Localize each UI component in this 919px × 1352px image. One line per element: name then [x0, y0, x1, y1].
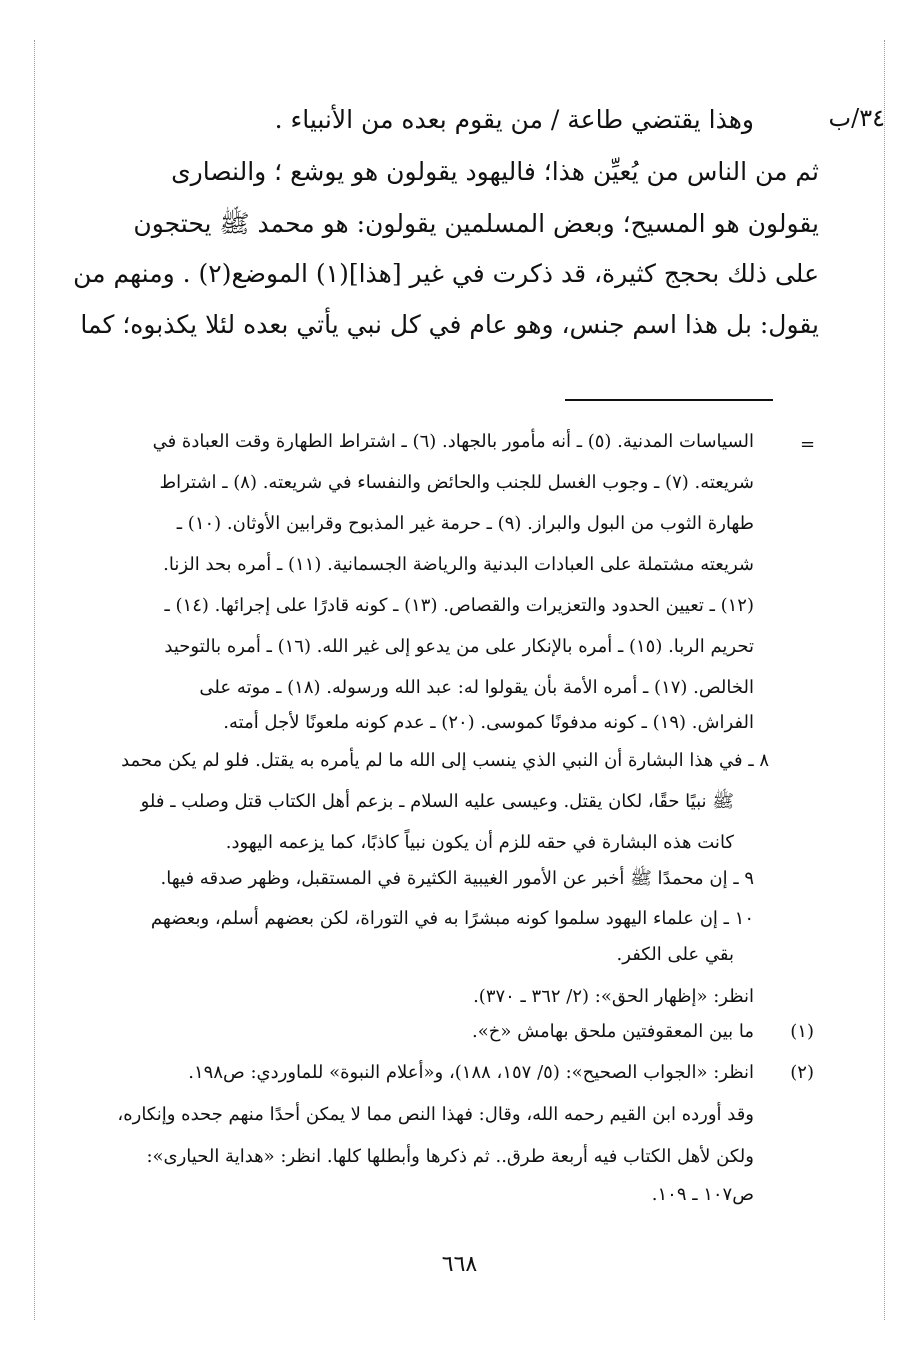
- continuation-mark: =: [800, 434, 816, 455]
- footnote-line: تحريم الربا. (١٥) ـ أمره بالإنكار على من يدعو إلى غير الله. (١٦) ـ أمره بالتوحيد: [164, 636, 754, 657]
- main-text-line-2: ثم من الناس من يُعيِّن هذا؛ فاليهود يقولون هو يوشع ؛ والنصارى: [171, 157, 819, 186]
- footnote-line: ١٠ ـ إن علماء اليهود سلموا كونه مبشرًا به في التوراة، لكن بعضهم أسلم، وبعضهم: [150, 908, 754, 929]
- main-text-line-5: يقول: بل هذا اسم جنس، وهو عام في كل نبي يأتي بعده لئلا يكذبوه؛ كما: [80, 310, 819, 339]
- footnote-2-line-2: وقد أورده ابن القيم رحمه الله، وقال: فهذا النص مما لا يمكن أحدًا منهم جحده وإنكاره،: [117, 1104, 754, 1125]
- footnote-line: الخالص. (١٧) ـ أمره الأمة بأن يقولوا له: عبد الله ورسوله. (١٨) ـ موته على: [199, 677, 754, 698]
- footnote-line: السياسات المدنية. (٥) ـ أنه مأمور بالجهاد. (٦) ـ اشتراط الطهارة وقت العبادة في: [152, 431, 754, 452]
- footnote-line: انظر: «إظهار الحق»: (٢/ ٣٦٢ ـ ٣٧٠).: [473, 986, 754, 1007]
- footnote-line: ﷺ نبيًا حقًا، لكان يقتل. وعيسى عليه السلام ـ بزعم أهل الكتاب قتل وصلب ـ فلو: [140, 791, 734, 812]
- footnote-1-number: (١): [790, 1021, 814, 1042]
- main-text-line-4: على ذلك بحجج كثيرة، قد ذكرت في غير [هذا](١) الموضع(٢) . ومنهم من: [73, 259, 819, 288]
- footnote-line: كانت هذه البشارة في حقه للزم أن يكون نبياً كاذبًا، كما يزعمه اليهود.: [225, 832, 734, 853]
- footnote-line: ٨ ـ في هذا البشارة أن النبي الذي ينسب إلى الله ما لم يأمره به يقتل. فلو لم يكن محمد: [121, 750, 769, 771]
- scan-noise-right: [884, 40, 886, 1320]
- page-number: ٦٦٨: [441, 1252, 478, 1277]
- footnote-2-number: (٢): [790, 1062, 814, 1083]
- footnote-1-text: ما بين المعقوفتين ملحق بهامش «خ».: [471, 1021, 754, 1042]
- footnote-line: شريعته مشتملة على العبادات البدنية والرياضة الجسمانية. (١١) ـ أمره بحد الزنا.: [163, 554, 754, 575]
- footnote-line: ٩ ـ إن محمدًا ﷺ أخبر عن الأمور الغيبية الكثيرة في المستقبل، وظهر صدقه فيها.: [160, 868, 754, 889]
- main-text-line-1: وهذا يقتضي طاعة / من يقوم بعده من الأنبياء .: [274, 105, 754, 134]
- footnote-2-line-1: انظر: «الجواب الصحيح»: (٥/ ١٥٧، ١٨٨)، و«أعلام النبوة» للماوردي: ص١٩٨.: [188, 1062, 754, 1083]
- footnote-line: الفراش. (١٩) ـ كونه مدفونًا كموسى. (٢٠) ـ عدم كونه ملعونًا لأجل أمته.: [223, 712, 754, 733]
- footnote-line: بقي على الكفر.: [616, 944, 734, 965]
- footnote-2-line-4: ص١٠٧ ـ ١٠٩.: [651, 1184, 754, 1205]
- main-text-line-3: يقولون هو المسيح؛ وبعض المسلمين يقولون: هو محمد ﷺ يحتجون: [133, 209, 819, 238]
- manuscript-folio-marker: ٣٤/ب: [828, 104, 885, 132]
- footnote-separator: [565, 399, 773, 401]
- footnote-line: شريعته. (٧) ـ وجوب الغسل للجنب والحائض والنفساء في شريعته. (٨) ـ اشتراط: [159, 472, 754, 493]
- footnote-line: (١٢) ـ تعيين الحدود والتعزيرات والقصاص. (١٣) ـ كونه قادرًا على إجرائها. (١٤) ـ: [164, 595, 754, 616]
- footnote-2-line-3: ولكن لأهل الكتاب فيه أربعة طرق.. ثم ذكرها وأبطلها كلها. انظر: «هداية الحيارى»:: [146, 1146, 754, 1167]
- scan-noise-left: [34, 40, 36, 1320]
- footnote-line: طهارة الثوب من البول والبراز. (٩) ـ حرمة غير المذبوح وقرابين الأوثان. (١٠) ـ: [176, 513, 754, 534]
